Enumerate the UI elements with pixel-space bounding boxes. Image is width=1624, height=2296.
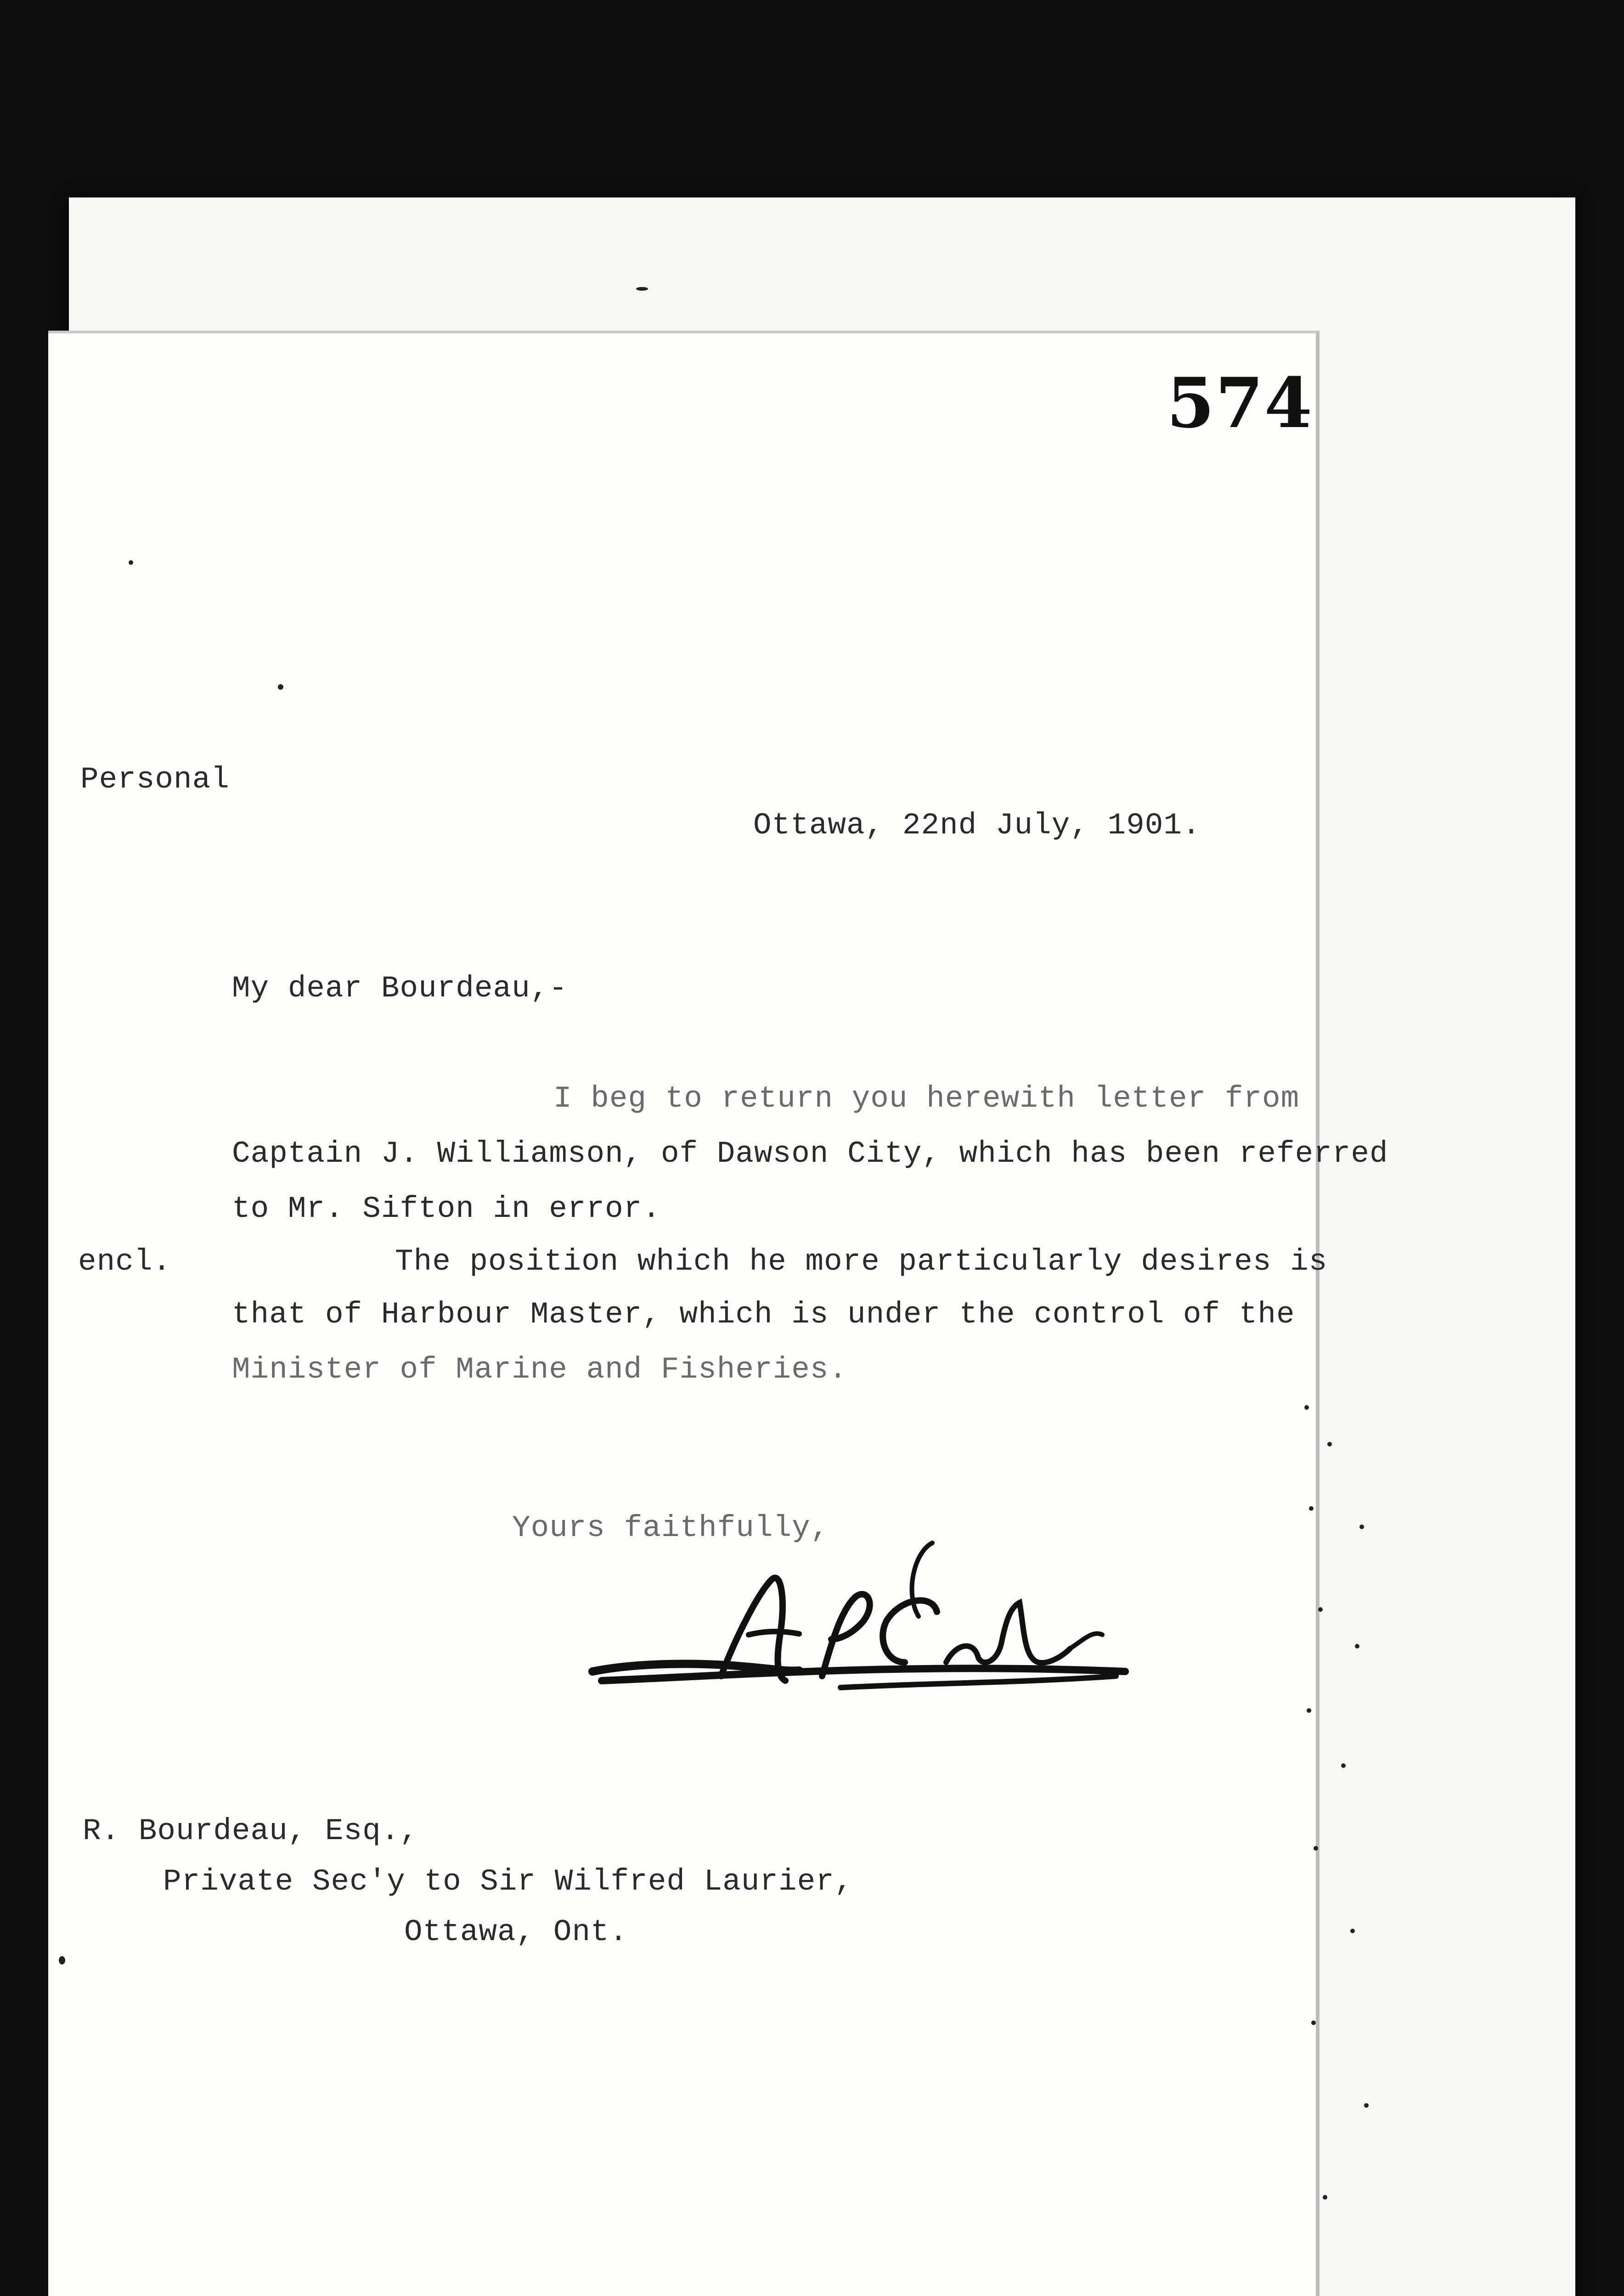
addressee-line: Private Sec'y to Sir Wilfred Laurier, — [163, 1864, 853, 1899]
body-line: The position which he more particularly desires is — [395, 1244, 1328, 1279]
ink-speck — [278, 684, 283, 690]
body-line: to Mr. Sifton in error. — [232, 1192, 661, 1226]
addressee-line: R. Bourdeau, Esq., — [83, 1814, 418, 1848]
margin-note: encl. — [78, 1244, 172, 1279]
page-number: 574 — [1167, 363, 1314, 444]
addressee-line: Ottawa, Ont. — [404, 1915, 628, 1949]
letter-heading: Personal — [80, 762, 230, 797]
body-line: I beg to return you herewith letter from — [553, 1081, 1300, 1116]
body-line: Minister of Marine and Fisheries. — [232, 1352, 848, 1387]
closing: Yours faithfully, — [512, 1511, 829, 1545]
body-line: Captain J. Williamson, of Dawson City, which has been referred — [232, 1137, 1388, 1171]
paper-edge-specks — [1300, 1387, 1428, 2296]
ink-speck — [59, 1956, 65, 1964]
ink-speck — [636, 287, 648, 291]
body-line: that of Harbour Master, which is under the control of the — [232, 1297, 1295, 1332]
ink-speck — [129, 560, 133, 565]
date-line: Ottawa, 22nd July, 1901. — [753, 808, 1201, 843]
salutation: My dear Bourdeau,- — [232, 971, 568, 1006]
handwritten-signature — [583, 1525, 1134, 1722]
